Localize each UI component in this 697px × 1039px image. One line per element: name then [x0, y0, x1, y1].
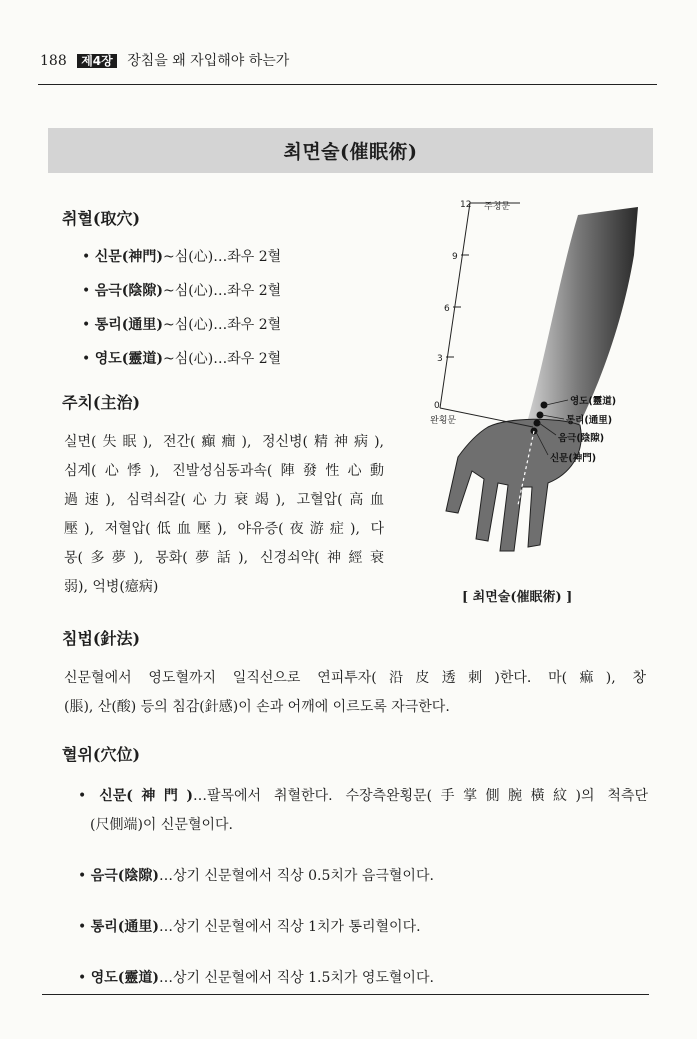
label-yeongdo: 영도(靈道)	[570, 396, 617, 407]
scale-tick-12: 12	[460, 200, 472, 210]
text-line: 심계(心悸), 진발성심동과속(陣發性心動	[64, 463, 384, 479]
top-label: 주청문	[484, 202, 511, 212]
forearm-illustration	[428, 195, 663, 580]
text-line: 過速), 심력쇠갈(心力衰竭), 고혈압(高血	[64, 492, 384, 508]
point-name: 영도(靈道)	[90, 970, 160, 986]
list-item: • 영도(靈道)~심(心)…좌우 2혈	[82, 351, 282, 367]
point-name: 통리(通里)	[94, 317, 164, 333]
chimbeop-text	[64, 664, 646, 722]
point-name: 음극(陰隙)	[94, 283, 164, 299]
point-name: 통리(通里)	[90, 919, 160, 935]
list-item: • 신문(神門)…팔목에서 취혈한다. 수장측완횡문(手掌側腕橫紋)의 척측단 (尺側端)이 신문혈이다.	[78, 782, 648, 840]
point-detail: ~심(心)…좌우 2혈	[163, 249, 282, 265]
wrist-label: 완횡문	[430, 416, 457, 426]
point-name: 음극(陰隙)	[90, 868, 160, 884]
label-tongri: 통리(通里)	[566, 415, 613, 426]
header-rule	[38, 84, 657, 85]
chapter-title: 장침을 왜 자입해야 하는가	[127, 53, 290, 69]
point-detail: ~심(心)…좌우 2혈	[163, 283, 282, 299]
scale-tick-0: 0	[434, 401, 440, 411]
text-line: (脹), 산(酸) 등의 침감(針感)이 손과 어깨에 이르도록 자극한다.	[64, 699, 450, 715]
label-sinmun: 신문(神門)	[550, 453, 597, 464]
point-detail: …팔목에서 취혈한다. 수장측완횡문(手掌側腕橫紋)의 척측단	[192, 788, 649, 804]
point-name: 영도(靈道)	[94, 351, 164, 367]
scale-tick-9: 9	[452, 252, 458, 262]
list-item: • 음극(陰隙)…상기 신문혈에서 직상 0.5치가 음극혈이다.	[78, 868, 434, 884]
list-item: • 통리(通里)…상기 신문혈에서 직상 1치가 통리혈이다.	[78, 919, 421, 935]
scale-tick-6: 6	[444, 304, 450, 314]
point-name: 신문(神門)	[94, 249, 164, 265]
section-banner	[48, 128, 653, 173]
text-line: 壓), 저혈압(低血壓), 야유증(夜游症), 다	[64, 521, 384, 537]
point-detail: …상기 신문혈에서 직상 1.5치가 영도혈이다.	[159, 970, 434, 986]
list-item: • 영도(靈道)…상기 신문혈에서 직상 1.5치가 영도혈이다.	[78, 970, 434, 986]
label-eumgeuk: 음극(陰隙)	[558, 433, 605, 444]
juchi-heading: 주치(主治)	[62, 393, 141, 412]
list-item: • 신문(神門)~심(心)…좌우 2혈	[82, 249, 282, 265]
list-item: • 음극(陰隙)~심(心)…좌우 2혈	[82, 283, 282, 299]
text-line: 신문혈에서 영도혈까지 일직선으로 연피투자(沿皮透刺)한다. 마(痲), 창	[64, 670, 646, 686]
text-line: 弱), 억병(癔病)	[64, 579, 159, 595]
running-header	[40, 50, 289, 70]
banner-title: 최면술(催眠術)	[283, 141, 418, 163]
point-detail: …상기 신문혈에서 직상 1치가 통리혈이다.	[159, 919, 421, 935]
point-detail-cont: (尺側端)이 신문혈이다.	[90, 817, 233, 833]
figure-caption: [ 최면술(催眠術) ]	[462, 590, 573, 605]
chwihyeol-heading: 취혈(取穴)	[62, 209, 141, 228]
point-detail: ~심(心)…좌우 2혈	[163, 317, 282, 333]
footer-rule	[42, 994, 649, 995]
point-detail: ~심(心)…좌우 2혈	[163, 351, 282, 367]
point-name: 신문(神門)	[99, 788, 193, 804]
juchi-text	[64, 428, 384, 602]
text-line: 실면(失眠), 전간(癲癎), 정신병(精神病),	[64, 434, 384, 450]
page-number: 188	[40, 53, 67, 69]
hyeolwi-list	[78, 782, 648, 993]
hyeolwi-heading: 혈위(穴位)	[62, 745, 141, 764]
text-line: 몽(多夢), 몽화(夢話), 신경쇠약(神經衰	[64, 550, 384, 566]
forearm-shape	[528, 207, 638, 427]
chapter-badge: 제4장	[77, 54, 117, 68]
chimbeop-heading: 침법(針法)	[62, 629, 141, 648]
scale-tick-3: 3	[437, 354, 443, 364]
point-detail: …상기 신문혈에서 직상 0.5치가 음극혈이다.	[159, 868, 434, 884]
list-item: • 통리(通里)~심(心)…좌우 2혈	[82, 317, 282, 333]
chwihyeol-list	[82, 246, 281, 382]
